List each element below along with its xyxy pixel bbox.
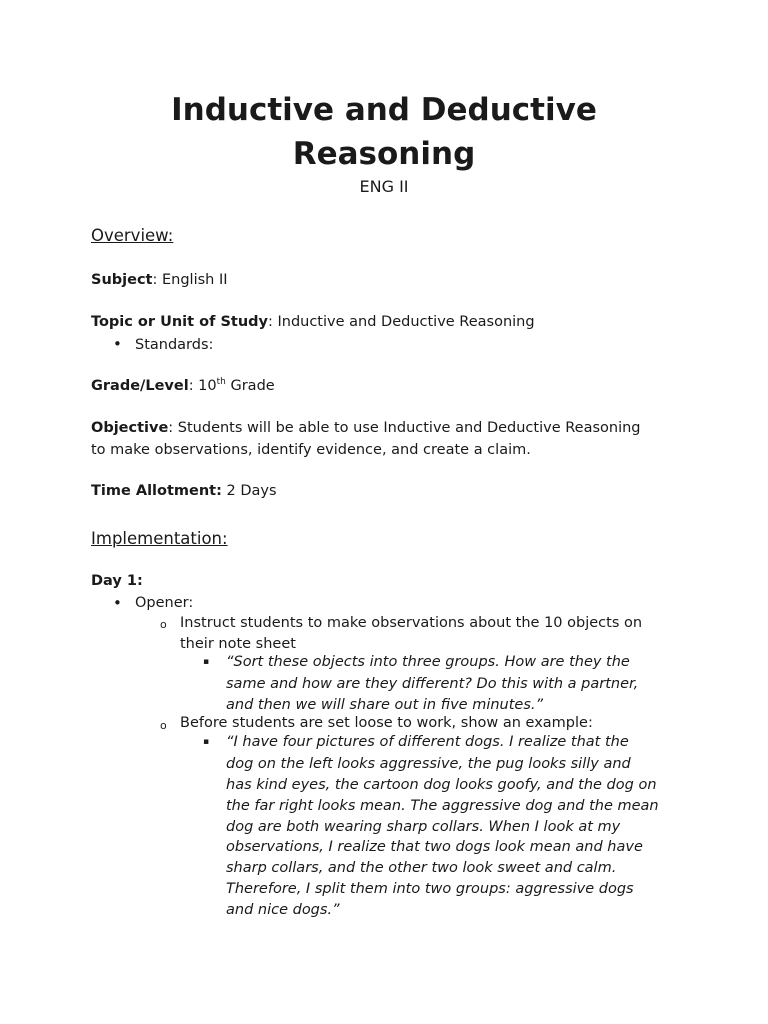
quote2-line: has kind eyes, the cartoon dog looks goofy, and the dog on bbox=[226, 777, 657, 793]
quote2-line: dog are both wearing sharp collars. When I look at my bbox=[226, 819, 621, 835]
quote2-line: dog on the left looks aggressive, the pug looks silly and bbox=[226, 756, 631, 772]
quote2-line: Therefore, I split them into two groups: aggressive dogs bbox=[226, 881, 634, 897]
objective-line2: to make observations, identify evidence, and create a claim. bbox=[91, 442, 531, 458]
standards-item: Standards: bbox=[135, 337, 214, 353]
topic-value: : Inductive and Deductive Reasoning bbox=[267, 314, 535, 330]
objective-line1 bbox=[91, 420, 641, 436]
objective-text-1: : Students will be able to use Inductive and Deductive Reasoning bbox=[168, 420, 641, 436]
time-value: 2 Days bbox=[221, 483, 277, 499]
disc-bullet-icon: • bbox=[113, 594, 122, 612]
grade-superscript: th bbox=[216, 377, 226, 388]
instruct-item-line2: their note sheet bbox=[180, 636, 296, 652]
topic-line bbox=[91, 314, 535, 330]
subject-label: Subject bbox=[91, 272, 153, 288]
instruct-item-line1: Instruct students to make observations about the 10 objects on bbox=[180, 615, 643, 631]
quote1-line: and then we will share out in five minutes.” bbox=[226, 697, 544, 713]
time-label: Time Allotment: bbox=[91, 483, 222, 499]
document-title-line1: Inductive and Deductive bbox=[171, 92, 597, 128]
square-bullet-icon: ▪ bbox=[203, 657, 210, 667]
objective-label: Objective bbox=[91, 420, 169, 436]
square-bullet-icon: ▪ bbox=[203, 737, 210, 747]
circle-bullet-icon: o bbox=[160, 719, 167, 732]
grade-line bbox=[91, 378, 275, 394]
document-title-line2: Reasoning bbox=[292, 136, 476, 172]
document-subtitle: ENG II bbox=[359, 177, 409, 196]
topic-label: Topic or Unit of Study bbox=[91, 314, 268, 330]
quote2-line: sharp collars, and the other two look sweet and calm. bbox=[226, 860, 617, 876]
subject-line bbox=[91, 272, 228, 288]
grade-value: : 10 bbox=[188, 378, 217, 394]
day1-label: Day 1: bbox=[91, 573, 143, 589]
disc-bullet-icon: • bbox=[113, 335, 122, 353]
quote2-line: observations, I realize that two dogs look mean and have bbox=[226, 839, 643, 855]
overview-heading: Overview: bbox=[91, 226, 174, 245]
quote2-line: the far right looks mean. The aggressive dog and the mean bbox=[226, 798, 659, 814]
subject-value: : English II bbox=[152, 272, 228, 288]
example-item: Before students are set loose to work, show an example: bbox=[180, 715, 593, 731]
grade-suffix: Grade bbox=[225, 378, 275, 394]
implementation-heading: Implementation: bbox=[91, 529, 228, 548]
grade-label: Grade/Level bbox=[91, 378, 189, 394]
circle-bullet-icon: o bbox=[160, 618, 167, 631]
quote1-line: same and how are they different? Do this with a partner, bbox=[226, 676, 639, 692]
quote2-line: “I have four pictures of different dogs. I realize that the bbox=[226, 734, 629, 750]
quote1-line: “Sort these objects into three groups. How are they the bbox=[226, 654, 630, 670]
time-allotment-line bbox=[91, 483, 277, 499]
opener-item: Opener: bbox=[135, 595, 194, 611]
quote2-line: and nice dogs.” bbox=[226, 902, 340, 918]
